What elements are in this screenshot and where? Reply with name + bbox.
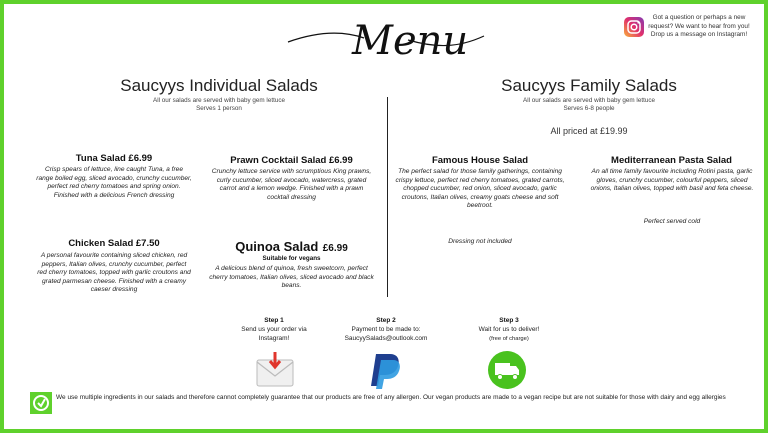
family-subtitle-2: Serves 6-8 people — [563, 105, 615, 112]
house-salad-title: Famous House Salad — [431, 155, 529, 166]
tuna-salad-title: Tuna Salad £6.99 — [75, 153, 153, 164]
family-heading: Saucyys Family Salads — [501, 76, 677, 95]
pasta-salad-title: Mediterranean Pasta Salad — [611, 155, 732, 166]
prawn-salad-desc: Crunchy lettuce service with scrumptious King prawns, curly cucumber, sliced avocado, watercress, grated carrot and a lemon wedge. Finished with a prawn cocktail dressing — [211, 168, 372, 201]
individual-heading: Saucyys Individual Salads — [120, 76, 318, 95]
step-1-heading: Step 1 — [264, 317, 284, 324]
tuna-salad-desc: Crisp spears of lettuce, line caught Tuna, a free range boiled egg, sliced avocado, crunchy cucumber, perfect red cherry tomatoes and spring onion. Finished with a delicious French dressing — [36, 166, 192, 199]
paypal-icon — [368, 352, 402, 390]
menu-title: Menu — [352, 18, 469, 64]
step-3-text: Wait for us to deliver! — [478, 326, 540, 333]
prawn-salad-title: Prawn Cocktail Salad £6.99 — [230, 155, 353, 166]
individual-subtitle-2: Serves 1 person — [196, 105, 242, 112]
step-3-subtext: (free of charge) — [489, 336, 529, 342]
pasta-salad-note: Perfect served cold — [643, 218, 701, 225]
pasta-salad-desc: An all time family favourite including Rotini pasta, garlic gloves, crunchy cucumber, colourful peppers, sliced onions, Italian olives, topped with basil and feta cheese. — [590, 168, 754, 193]
house-salad-note: Dressing not included — [448, 238, 512, 245]
quinoa-salad-price: £6.99 — [322, 243, 348, 254]
step-2-heading: Step 2 — [376, 317, 396, 324]
step-3-heading: Step 3 — [499, 317, 519, 324]
family-subtitle-1: All our salads are served with baby gem lettuce — [523, 97, 655, 104]
step-2-text: Payment to be made to: SaucyySalads@outlook.com — [344, 326, 428, 342]
chicken-salad-desc: A personal favourite containing sliced chicken, red peppers, Italian olives, crunchy cucumber, perfect red cherry tomatoes, topped with garlic croutons and grated parmesan cheese. Finished with a creamy caeser dressing — [37, 252, 191, 294]
instagram-contact-text: Got a question or perhaps a new request? We want to hear from you! Drop us a message on Instagram! — [648, 14, 750, 39]
allergen-footer-text: We use multiple ingredients in our salads and therefore cannot completely guarantee that our products are free of any allergen. Our vegan products are made to a vegan recipe but are not suitable for those with dairy and egg allergies — [56, 394, 726, 401]
quinoa-vegan-note: Suitable for vegans — [262, 255, 321, 262]
quinoa-salad-title: Quinoa Salad — [235, 239, 319, 254]
quinoa-salad-desc: A delicious blend of quinoa, fresh sweetcorn, perfect cherry tomatoes, Italian olives, sliced avocado and black beans. — [209, 265, 374, 290]
delivery-truck-icon — [487, 350, 527, 390]
individual-subtitle-1: All our salads are served with baby gem lettuce — [153, 97, 285, 104]
instagram-icon[interactable] — [624, 17, 644, 37]
chicken-salad-title: Chicken Salad £7.50 — [68, 238, 160, 249]
vegan-badge-icon — [30, 392, 52, 414]
step-1-text: Send us your order via Instagram! — [241, 326, 307, 342]
quinoa-salad-heading — [209, 238, 374, 256]
family-price-note: All priced at £19.99 — [550, 126, 628, 136]
house-salad-desc: The perfect salad for those family gatherings, containing crispy lettuce, perfect red cherry tomatoes, grated carrots, chopped cucumber, red onion, sliced avocado, garlic croutons, Italian olives, creamy goats cheese and soft beetroot. — [395, 168, 565, 210]
column-divider — [387, 97, 388, 297]
envelope-icon — [256, 352, 294, 388]
